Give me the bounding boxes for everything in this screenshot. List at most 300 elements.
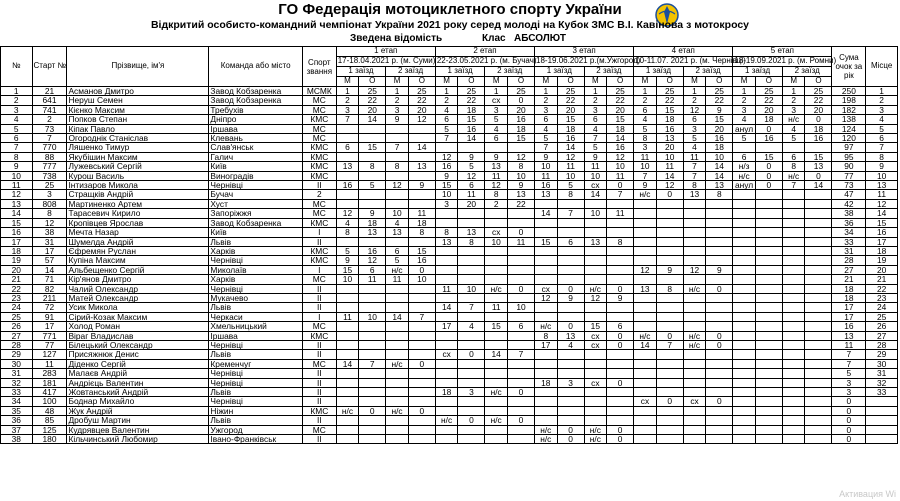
cell-rank: МС — [302, 124, 336, 133]
cell-points — [408, 378, 435, 387]
cell-position — [683, 228, 706, 237]
cell-position — [435, 275, 458, 284]
cell-place: 13 — [866, 181, 898, 190]
cell-position: 8 — [634, 134, 657, 143]
cell-points: 8 — [706, 190, 733, 199]
cell-points — [656, 406, 683, 415]
cell-team: Чернівці — [209, 397, 303, 406]
cell-points: 12 — [507, 152, 534, 161]
cell-position: 10 — [485, 237, 508, 246]
cell-position: 4 — [435, 105, 458, 114]
cell-points — [507, 369, 534, 378]
cell-position — [584, 369, 607, 378]
cell-points: 10 — [607, 162, 634, 171]
cell-rank: ІІ — [302, 284, 336, 293]
cell-points — [607, 228, 634, 237]
cell-points: 0 — [755, 124, 782, 133]
cell-points — [805, 228, 832, 237]
cell-points — [408, 284, 435, 293]
cell-points: 22 — [805, 96, 832, 105]
cell-start: 125 — [32, 425, 67, 434]
cell-place: 4 — [866, 115, 898, 124]
cell-points: 16 — [458, 124, 485, 133]
cell-points — [755, 331, 782, 340]
cell-name: Мартиненко Артем — [67, 199, 209, 208]
header-m: М — [733, 77, 756, 87]
cell-points — [408, 388, 435, 397]
cell-num: 13 — [1, 199, 33, 208]
cell-points: 12 — [656, 181, 683, 190]
cell-name: Кудрявцев Валентин — [67, 425, 209, 434]
cell-start: 85 — [32, 416, 67, 425]
cell-position: 13 — [683, 190, 706, 199]
cell-position: 3 — [485, 105, 508, 114]
document-header — [0, 0, 900, 46]
cell-position — [584, 406, 607, 415]
cell-points — [656, 246, 683, 255]
cell-points: 10 — [507, 171, 534, 180]
cell-team: Київ — [209, 162, 303, 171]
cell-points — [805, 388, 832, 397]
cell-position: 16 — [535, 181, 558, 190]
cell-name: Якубішин Максим — [67, 152, 209, 161]
cell-points: 8 — [656, 284, 683, 293]
cell-position: 1 — [782, 87, 805, 96]
cell-position: сх — [584, 340, 607, 349]
cell-num: 32 — [1, 378, 33, 387]
cell-points: 0 — [557, 322, 584, 331]
cell-position: 11 — [683, 152, 706, 161]
cell-points: 20 — [607, 105, 634, 114]
cell-position: 7 — [435, 134, 458, 143]
cell-points — [557, 303, 584, 312]
cell-position — [485, 275, 508, 284]
cell-position — [733, 312, 756, 321]
cell-num: 30 — [1, 359, 33, 368]
cell-points — [805, 303, 832, 312]
cell-points: 7 — [507, 350, 534, 359]
cell-position: 7 — [386, 143, 409, 152]
cell-position: н/с — [634, 331, 657, 340]
cell-points — [359, 322, 386, 331]
table-row — [1, 265, 898, 274]
cell-points — [706, 312, 733, 321]
cell-sum: 3 — [832, 378, 866, 387]
cell-position — [336, 190, 359, 199]
cell-rank: КМС — [302, 406, 336, 415]
cell-rank: ІІ — [302, 397, 336, 406]
cell-points — [706, 246, 733, 255]
cell-points: 18 — [656, 115, 683, 124]
cell-position: 1 — [634, 87, 657, 96]
cell-points — [706, 435, 733, 444]
table-row — [1, 218, 898, 227]
cell-position — [435, 246, 458, 255]
cell-position — [683, 350, 706, 359]
cell-position — [336, 237, 359, 246]
cell-points: 9 — [458, 152, 485, 161]
cell-position: 18 — [535, 378, 558, 387]
cell-points: 7 — [607, 190, 634, 199]
cell-points — [805, 350, 832, 359]
cell-team: Київ — [209, 228, 303, 237]
cell-points — [755, 228, 782, 237]
cell-team: Завод Кобзаренка — [209, 87, 303, 96]
cell-points: 22 — [656, 96, 683, 105]
cell-position — [535, 406, 558, 415]
cell-position — [386, 237, 409, 246]
table-row — [1, 397, 898, 406]
cell-points: 20 — [458, 199, 485, 208]
cell-points: 18 — [755, 115, 782, 124]
results-table — [0, 46, 898, 444]
stage-1-heat-2: 2 заїзд — [386, 67, 436, 77]
cell-rank: МС — [302, 199, 336, 208]
cell-points — [805, 218, 832, 227]
cell-sum: 77 — [832, 171, 866, 180]
cell-position — [634, 359, 657, 368]
cell-position: 6 — [336, 143, 359, 152]
cell-points: 20 — [706, 124, 733, 133]
cell-points — [805, 256, 832, 265]
cell-points: 22 — [507, 199, 534, 208]
header-o: О — [458, 77, 485, 87]
cell-name: Білецький Олександр — [67, 340, 209, 349]
cell-points — [805, 237, 832, 246]
cell-position — [683, 322, 706, 331]
cell-points — [557, 350, 584, 359]
cell-points: 16 — [408, 256, 435, 265]
cell-place: 19 — [866, 256, 898, 265]
cell-team: Дніпро — [209, 115, 303, 124]
cell-position — [634, 209, 657, 218]
cell-points — [755, 369, 782, 378]
cell-position — [782, 199, 805, 208]
cell-position — [634, 406, 657, 415]
cell-points — [805, 293, 832, 302]
cell-points: 0 — [607, 284, 634, 293]
cell-team: Львів — [209, 388, 303, 397]
cell-num: 33 — [1, 388, 33, 397]
cell-place: 33 — [866, 388, 898, 397]
cell-points: 11 — [408, 209, 435, 218]
cell-position: 13 — [485, 162, 508, 171]
cell-position: 4 — [733, 115, 756, 124]
cell-points — [656, 425, 683, 434]
cell-points — [755, 425, 782, 434]
cell-name: Інтизаров Микола — [67, 181, 209, 190]
cell-points — [656, 209, 683, 218]
cell-points — [557, 218, 584, 227]
cell-points: 15 — [458, 115, 485, 124]
table-header — [1, 47, 898, 87]
cell-position: 2 — [435, 96, 458, 105]
cell-place: 25 — [866, 312, 898, 321]
cell-team: Чернівці — [209, 340, 303, 349]
cell-points — [507, 143, 534, 152]
cell-points: 20 — [507, 105, 534, 114]
table-row — [1, 105, 898, 114]
cell-points — [706, 359, 733, 368]
cell-position: 2 — [733, 96, 756, 105]
cell-position — [584, 397, 607, 406]
cell-points — [656, 312, 683, 321]
cell-sum: 38 — [832, 209, 866, 218]
cell-points: 16 — [607, 143, 634, 152]
cell-points: 9 — [706, 105, 733, 114]
cell-position — [535, 228, 558, 237]
cell-position: н/с — [634, 190, 657, 199]
cell-team: Львів — [209, 350, 303, 359]
cell-points: 0 — [507, 388, 534, 397]
cell-team: Чернівці — [209, 256, 303, 265]
cell-num: 34 — [1, 397, 33, 406]
cell-points — [408, 350, 435, 359]
cell-points: 0 — [408, 406, 435, 415]
cell-sum: 33 — [832, 237, 866, 246]
cell-start: 14 — [32, 265, 67, 274]
cell-position — [683, 406, 706, 415]
cell-position — [386, 340, 409, 349]
cell-points — [408, 190, 435, 199]
cell-points — [408, 340, 435, 349]
header-m: М — [634, 77, 657, 87]
cell-rank: ІІ — [302, 416, 336, 425]
cell-position — [782, 388, 805, 397]
cell-position: 11 — [535, 171, 558, 180]
cell-points — [458, 256, 485, 265]
cell-sum: 73 — [832, 181, 866, 190]
cell-position — [733, 143, 756, 152]
stage-1-date: 17-18.04.2021 р. (м. Суми) — [337, 56, 436, 66]
cell-position — [634, 246, 657, 255]
cell-points — [755, 265, 782, 274]
cell-num: 14 — [1, 209, 33, 218]
cell-points — [805, 435, 832, 444]
cell-rank: ІІ — [302, 237, 336, 246]
class-value: АБСОЛЮТ — [514, 33, 566, 44]
cell-points — [755, 303, 782, 312]
cell-points: 10 — [408, 275, 435, 284]
cell-num: 24 — [1, 303, 33, 312]
cell-points — [656, 199, 683, 208]
cell-sum: 18 — [832, 284, 866, 293]
cell-position: 12 — [535, 293, 558, 302]
cell-points: 9 — [706, 265, 733, 274]
cell-position — [683, 435, 706, 444]
cell-position: 7 — [584, 134, 607, 143]
cell-points — [359, 124, 386, 133]
cell-points — [607, 359, 634, 368]
cell-points: 12 — [359, 256, 386, 265]
cell-points: 0 — [607, 435, 634, 444]
cell-position — [634, 237, 657, 246]
cell-points: 8 — [557, 190, 584, 199]
cell-points — [656, 369, 683, 378]
table-row — [1, 96, 898, 105]
cell-sum: 90 — [832, 162, 866, 171]
cell-team: Чернівці — [209, 378, 303, 387]
cell-position: 3 — [535, 105, 558, 114]
cell-position — [782, 416, 805, 425]
cell-points: 0 — [557, 284, 584, 293]
cell-points: 0 — [706, 331, 733, 340]
cell-team: Харків — [209, 275, 303, 284]
cell-position: н/с — [535, 322, 558, 331]
cell-points: 16 — [557, 134, 584, 143]
cell-points: 18 — [557, 124, 584, 133]
cell-position — [683, 293, 706, 302]
cell-points — [706, 322, 733, 331]
cell-position — [683, 256, 706, 265]
cell-position — [584, 218, 607, 227]
cell-points: 18 — [458, 105, 485, 114]
cell-position — [386, 369, 409, 378]
cell-position: 3 — [634, 143, 657, 152]
cell-position: 8 — [535, 331, 558, 340]
cell-points: 20 — [805, 105, 832, 114]
cell-points: 25 — [359, 87, 386, 96]
cell-position: 5 — [485, 115, 508, 124]
cell-points — [805, 190, 832, 199]
cell-points: 4 — [458, 322, 485, 331]
cell-points: 7 — [458, 303, 485, 312]
cell-position — [782, 218, 805, 227]
cell-rank: КМС — [302, 162, 336, 171]
cell-points: 20 — [656, 143, 683, 152]
cell-points: 9 — [408, 181, 435, 190]
cell-position — [336, 369, 359, 378]
cell-position: 15 — [485, 322, 508, 331]
cell-points — [755, 256, 782, 265]
cell-points — [557, 228, 584, 237]
cell-points — [359, 350, 386, 359]
cell-points — [607, 406, 634, 415]
cell-position: 1 — [386, 87, 409, 96]
cell-points: 0 — [507, 228, 534, 237]
cell-place: 9 — [866, 162, 898, 171]
cell-position: н/с — [782, 171, 805, 180]
header-m: М — [485, 77, 508, 87]
cell-points — [656, 350, 683, 359]
cell-points — [755, 246, 782, 255]
cell-points — [656, 416, 683, 425]
cell-place: 21 — [866, 275, 898, 284]
cell-points — [359, 237, 386, 246]
cell-points: 18 — [507, 124, 534, 133]
cell-position — [733, 237, 756, 246]
cell-points: 10 — [656, 152, 683, 161]
cell-position — [683, 303, 706, 312]
cell-position — [485, 425, 508, 434]
cell-points: 18 — [359, 218, 386, 227]
cell-points: 0 — [408, 265, 435, 274]
table-row — [1, 190, 898, 199]
cell-start: 8 — [32, 209, 67, 218]
cell-points — [805, 199, 832, 208]
statement-label: Зведена відомість — [350, 33, 443, 44]
cell-position: н/с — [386, 406, 409, 415]
cell-position — [733, 293, 756, 302]
cell-rank: КМС — [302, 218, 336, 227]
cell-points — [458, 369, 485, 378]
cell-team: Івано-Франківськ — [209, 435, 303, 444]
cell-points: 18 — [607, 124, 634, 133]
cell-position — [634, 228, 657, 237]
cell-points: 13 — [507, 190, 534, 199]
cell-points — [706, 209, 733, 218]
header-num: № — [1, 47, 33, 87]
cell-position — [782, 406, 805, 415]
cell-position — [535, 246, 558, 255]
cell-position — [782, 256, 805, 265]
cell-place: 5 — [866, 124, 898, 133]
cell-position: 14 — [435, 303, 458, 312]
cell-position: 4 — [634, 115, 657, 124]
cell-position: 14 — [386, 312, 409, 321]
cell-position — [634, 256, 657, 265]
cell-points — [755, 340, 782, 349]
cell-position: 11 — [336, 312, 359, 321]
cell-points: 15 — [408, 246, 435, 255]
cell-points — [408, 435, 435, 444]
cell-position — [634, 303, 657, 312]
cell-position: 1 — [535, 87, 558, 96]
cell-position — [535, 388, 558, 397]
header-m: М — [535, 77, 558, 87]
cell-position — [634, 369, 657, 378]
cell-start: 25 — [32, 181, 67, 190]
table-row — [1, 246, 898, 255]
cell-points — [557, 397, 584, 406]
cell-points — [805, 378, 832, 387]
cell-place: 7 — [866, 143, 898, 152]
cell-points — [755, 293, 782, 302]
cell-sum: 27 — [832, 265, 866, 274]
cell-position — [435, 331, 458, 340]
cell-position: анул — [733, 181, 756, 190]
cell-points: 11 — [607, 209, 634, 218]
cell-position: 10 — [634, 162, 657, 171]
cell-points — [607, 303, 634, 312]
cell-points: 6 — [458, 181, 485, 190]
cell-position: 13 — [584, 237, 607, 246]
cell-position — [683, 237, 706, 246]
cell-name: Асманов Дмитро — [67, 87, 209, 96]
cell-points — [507, 246, 534, 255]
cell-points — [507, 331, 534, 340]
cell-points: 10 — [706, 152, 733, 161]
cell-points — [557, 359, 584, 368]
cell-position: 5 — [782, 134, 805, 143]
cell-team: Завод Кобзаренка — [209, 218, 303, 227]
cell-points — [706, 256, 733, 265]
windows-activation-watermark: Активация Wi — [839, 489, 896, 499]
cell-points — [656, 293, 683, 302]
cell-sum: 21 — [832, 275, 866, 284]
cell-position — [485, 246, 508, 255]
cell-start: 100 — [32, 397, 67, 406]
cell-rank: КМС — [302, 331, 336, 340]
cell-points — [458, 275, 485, 284]
cell-position — [485, 369, 508, 378]
header-m: М — [435, 77, 458, 87]
cell-num: 26 — [1, 322, 33, 331]
cell-points: 16 — [805, 134, 832, 143]
cell-position — [782, 293, 805, 302]
cell-position: 1 — [485, 87, 508, 96]
cell-rank: КМС — [302, 143, 336, 152]
